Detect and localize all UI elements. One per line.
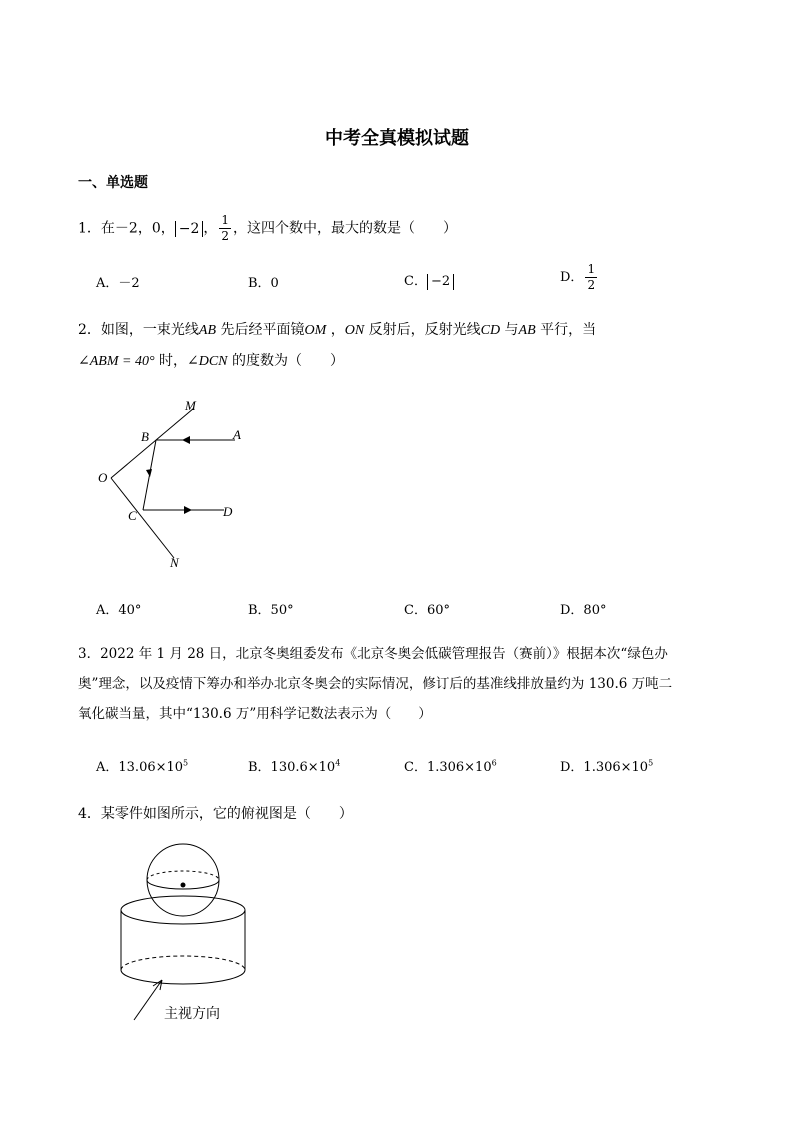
q1-frac-num: 1 (221, 213, 230, 227)
q1-option-d-label: D． (560, 270, 584, 285)
view-direction-arrow-line (134, 980, 162, 1020)
question-2-line-2 (78, 351, 344, 372)
q2-text: 2．如图，一束光线 (78, 322, 199, 338)
ray-ab-arrow (182, 436, 190, 444)
q4-part-diagram (112, 840, 272, 1030)
q1-fraction (219, 213, 231, 244)
question-3-line-1: 3．2022 年 1 月 28 日，北京冬奥组委发布《北京冬奥会低碳管理报告（赛前）》根据本次“绿色办 (78, 646, 668, 662)
q2-text: 与 (500, 322, 519, 338)
q1-option-b[interactable]: B．0 (248, 276, 279, 291)
q2-mirror-diagram (90, 392, 250, 574)
page-title: 中考全真模拟试题 (325, 128, 469, 149)
q2-option-b[interactable]: B．50° (248, 603, 294, 618)
q3-option-d-exponent: 5 (648, 758, 654, 768)
label-a: A (233, 427, 241, 442)
q2-option-c[interactable]: C．60° (404, 603, 450, 618)
view-direction-label: 主视方向 (164, 1006, 220, 1022)
q2-text: ， (326, 322, 345, 338)
q3-option-b[interactable] (248, 756, 340, 775)
q3-option-d-base: D．1.306×10 (560, 760, 649, 775)
q2-option-d[interactable]: D．80° (560, 603, 607, 618)
sphere-equator-back (147, 871, 219, 880)
q1-number: 1． (78, 220, 101, 237)
mirror-on-line (111, 478, 174, 558)
question-3-line-3: 氧化碳当量，其中“130.6 万”用科学记数法表示为（ ） (78, 706, 432, 722)
q1-abs-value: −2 (175, 221, 204, 237)
view-direction-arrowhead (153, 980, 162, 990)
mirror-om-line (111, 408, 194, 478)
q2-text: 反射后，反射光线 (364, 322, 481, 338)
q2-segment-cd: CD (480, 323, 501, 338)
question-3-line-2: 奥”理念，以及疫情下筹办和举办北京冬奥会的实际情况，修订后的基准线排放量约为 130.6 万吨二 (78, 676, 673, 692)
sphere-center-dot (181, 883, 186, 888)
q1-option-d[interactable] (560, 262, 599, 293)
cylinder-bottom-back (121, 956, 245, 970)
q2-mirror-on: ON (344, 323, 365, 338)
q3-option-a-exponent: 5 (183, 758, 189, 768)
section-heading: 一、单选题 (78, 175, 148, 191)
q2-angle-dcn: ∠DCN (187, 354, 228, 369)
q2-mirror-om: OM (304, 323, 327, 338)
label-d: D (223, 504, 233, 519)
q1-option-d-den: 2 (587, 278, 596, 292)
q1-separator: ， (203, 220, 218, 237)
cylinder-top-back (121, 896, 245, 910)
q3-option-c-exponent: 6 (491, 758, 497, 768)
q1-option-c-abs: −2 (427, 274, 454, 290)
q3-option-a[interactable] (96, 756, 188, 775)
question-4: 4．某零件如图所示，它的俯视图是（ ） (78, 806, 353, 822)
q2-option-a[interactable]: A．40° (96, 603, 142, 618)
q3-option-c[interactable] (404, 756, 497, 775)
q1-text-post: ，这四个数中，最大的数是（ ） (233, 220, 458, 237)
q3-option-b-base: B．130.6×10 (248, 760, 336, 775)
label-c: C (128, 508, 137, 523)
cylinder-top-front (121, 910, 245, 924)
ray-cd-arrow (184, 506, 192, 514)
q2-text: 先后经平面镜 (216, 322, 305, 338)
q2-text: 时， (154, 353, 187, 369)
q3-option-c-base: C．1.306×10 (404, 760, 492, 775)
q2-segment-ab: AB (518, 323, 536, 338)
label-b: B (141, 429, 149, 444)
q1-option-d-num: 1 (587, 262, 596, 276)
q1-text-pre: 在－2，0， (100, 220, 175, 237)
q1-option-d-fraction (585, 262, 597, 293)
q2-segment-ab: AB (198, 323, 217, 338)
sphere-outline (147, 844, 219, 916)
q3-option-a-base: A．13.06×10 (96, 760, 184, 775)
cylinder-bottom-front (121, 970, 245, 984)
question-2-line-1 (78, 320, 596, 341)
label-m: M (185, 398, 196, 413)
q3-option-d[interactable] (560, 756, 653, 775)
q2-angle-abm: ∠ABM = 40° (78, 354, 155, 369)
q2-text: 的度数为（ ） (227, 353, 344, 369)
label-o: O (98, 470, 108, 485)
q1-option-c[interactable] (404, 270, 454, 290)
q3-option-b-exponent: 4 (335, 758, 341, 768)
q2-text: 平行，当 (535, 322, 597, 338)
q1-option-c-label: C． (404, 274, 427, 289)
q1-option-a[interactable]: A．－2 (96, 276, 140, 291)
question-1 (78, 213, 457, 244)
q1-frac-den: 2 (221, 229, 230, 243)
label-n: N (170, 555, 179, 570)
